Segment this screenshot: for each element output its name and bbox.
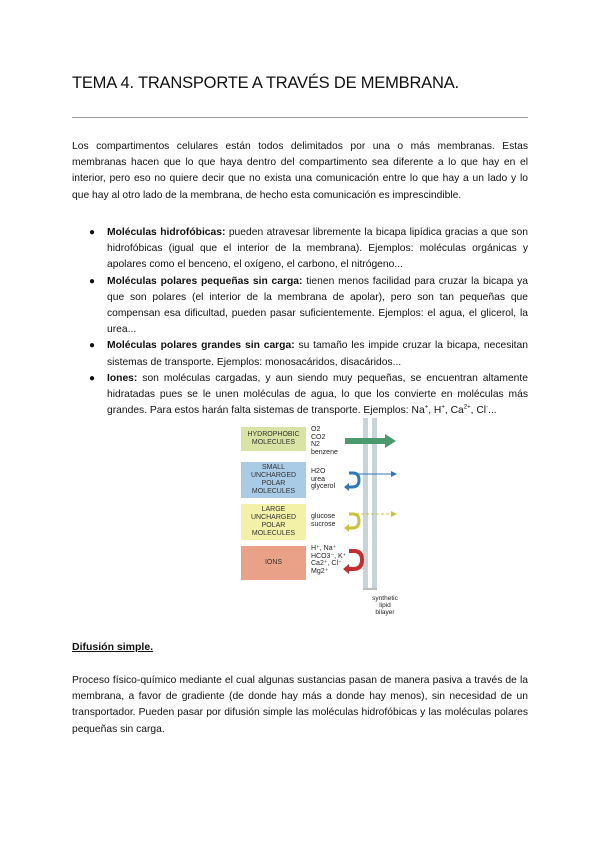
- bullet-icon: ●: [89, 275, 96, 287]
- section-title-difusion-simple: Difusión simple.: [72, 641, 154, 653]
- small-polar-molecules-box: SMALL UNCHARGED POLAR MOLECULES: [241, 462, 306, 498]
- description: son moléculas cargadas, y aun siendo muy pequeñas, se encuentran altamente hidratadas pues se le unen moléculas de agua, lo que los convierte en moléculas más grandes. Para estos harán falta sistemas de transporte. Ejemplos:: [107, 372, 528, 417]
- list-item-hydrophobic: [72, 225, 528, 274]
- description: pueden atravesar libremente la bicapa lipídica gracias a que son hidrofóbicas (igual que el interior de la membrana). Ejemplos: moléculas orgánicas y apolares como el benceno, el oxígeno, el carbono, el nitrógeno...: [107, 227, 528, 271]
- description: su tamaño les impide cruzar la bicapa, necesitan sistemas de transporte. Ejemplos: monosacáridos, disacáridos...: [107, 340, 528, 368]
- list-item-small-polar: [72, 274, 528, 339]
- small-polar-molecules-list: H2O urea glycerol: [311, 468, 336, 490]
- difusion-paragraph: Proceso físico-químico mediante el cual algunas sustancias pasan de manera pasiva a través de la membrana, a favor de gradiente (de donde hay más a donde hay menos), sin necesidad de un transportador. Pueden pasar por difusión simple las moléculas hidrofóbicas y las moléculas polares pequeñas sin carga.: [72, 675, 528, 735]
- title-divider: [72, 117, 528, 118]
- term: Moléculas polares pequeñas sin carga:: [107, 275, 303, 287]
- large-polar-molecules-box: LARGE UNCHARGED POLAR MOLECULES: [241, 504, 306, 540]
- molecule-type-list: [72, 225, 528, 419]
- small-polar-reflect-arrow: [348, 473, 359, 487]
- bullet-icon: ●: [89, 340, 96, 352]
- ions-box: IONS: [241, 546, 306, 580]
- small-polar-arrowhead: [344, 483, 349, 491]
- large-polar-pass-head: [391, 511, 397, 517]
- term: Moléculas polares grandes sin carga:: [107, 340, 295, 352]
- page-title: TEMA 4. TRANSPORTE A TRAVÉS DE MEMBRANA.: [72, 74, 459, 92]
- hydrophobic-molecules-box: HYDROPHOBIC MOLECULES: [241, 427, 306, 451]
- list-item-large-polar: [72, 338, 528, 370]
- bullet-icon: ●: [89, 227, 96, 238]
- list-item-ions: [72, 371, 528, 420]
- description: tienen menos facilidad para cruzar la bicapa ya que son polares (el interior de la membrana de apolar), pero son tan pequeñas que compensan esa dificultad, pueden pasar suficientemente. Ejemplos: el agua, el glicerol, la urea...: [107, 275, 528, 336]
- small-polar-pass-head: [391, 471, 397, 477]
- intro-paragraph: Los compartimentos celulares están todos delimitados por una o más membranas. Estas membranas hacen que lo que haya dentro del compartimento sea diferente a lo que hay en el interior, pero eso no quiere decir que no exista una comunicación entre lo que hay a un lado y lo que hay al otro lado de la membrana, de hecho esta comunicación es imprescindible.: [72, 141, 528, 201]
- membrane-permeability-figure: [241, 418, 429, 626]
- term: Iones:: [107, 372, 138, 384]
- hydrophobic-arrow: [345, 434, 396, 448]
- large-polar-arrowhead: [344, 524, 349, 532]
- term: Moléculas hidrofóbicas:: [107, 227, 226, 238]
- bilayer-caption: synthetic lipid bilayer: [372, 595, 398, 616]
- hydrophobic-molecules-list: O2 CO2 N2 benzene: [311, 426, 338, 456]
- large-polar-molecules-list: glucose sucrose: [311, 513, 336, 528]
- bullet-icon: ●: [89, 372, 96, 384]
- ion-examples: Na+, H+, $Ca^{2+}$, Cl-...: [411, 404, 497, 417]
- ions-reflect-arrow: [348, 551, 362, 569]
- large-polar-reflect-arrow: [348, 514, 359, 528]
- ions-list: H⁺, Na⁺ HCO3⁻, K⁺ Ca2⁺, Cl⁻ Mg2⁺: [311, 545, 347, 575]
